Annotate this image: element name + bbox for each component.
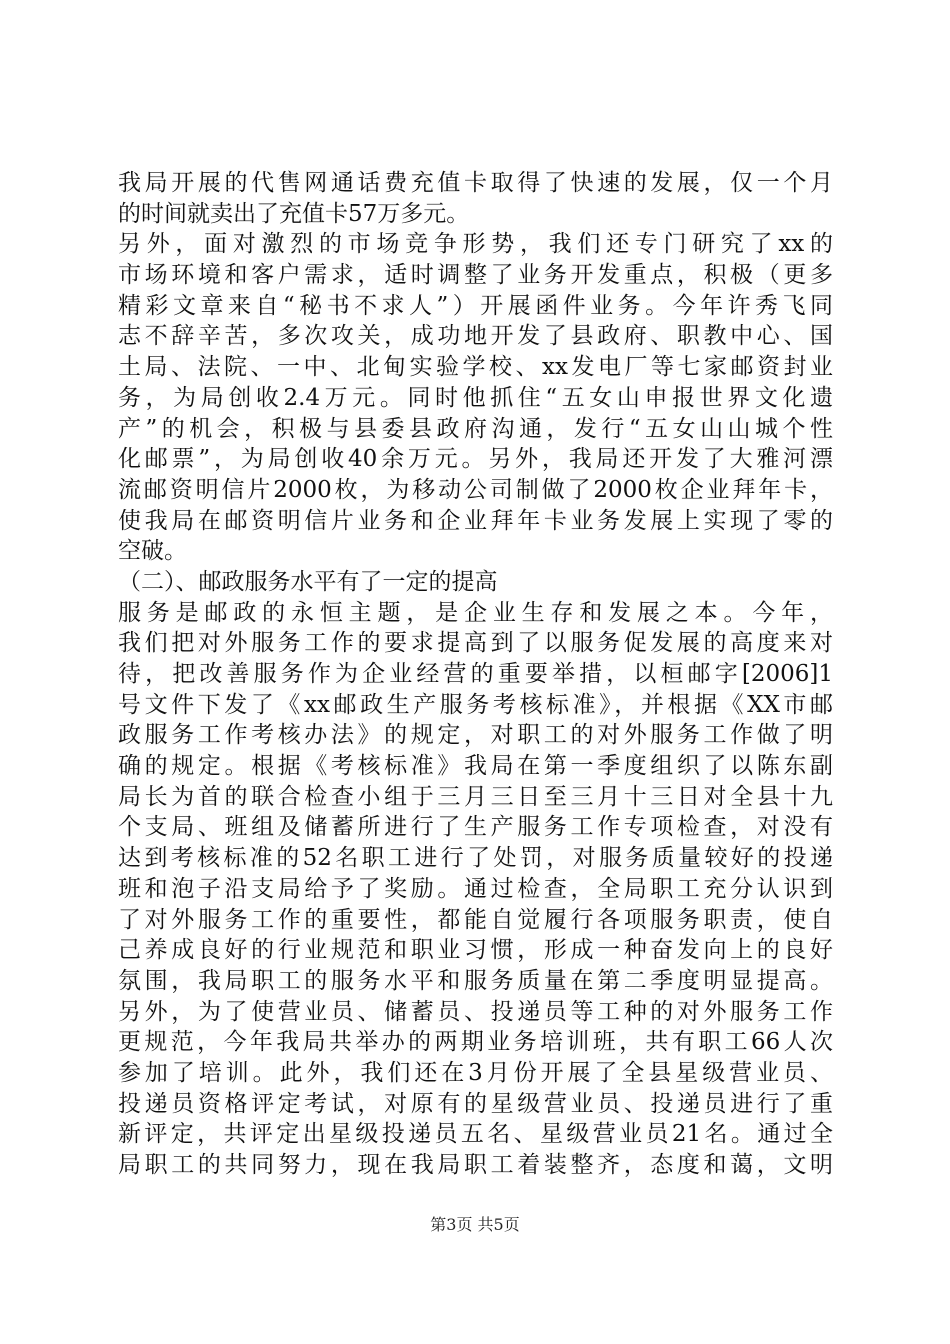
text-line: 另外，面对激烈的市场竞争形势，我们还专门研究了xx的 bbox=[118, 231, 833, 258]
text-line: 了对外服务工作的重要性，都能自觉履行各项服务职责，使自 bbox=[118, 906, 833, 933]
text-line: 产”的机会，积极与县委县政府沟通，发行“五女山山城个性 bbox=[118, 415, 833, 442]
text-line: 局职工的共同努力，现在我局职工着装整齐，态度和蔼，文明 bbox=[118, 1152, 833, 1178]
text-line: 号文件下发了《xx邮政生产服务考核标准》，并根据《XX市邮 bbox=[118, 691, 833, 718]
text-line: 市场环境和客户需求，适时调整了业务开发重点，积极（更多 bbox=[118, 262, 833, 289]
text-line: 政服务工作考核办法》的规定，对职工的对外服务工作做了明 bbox=[118, 722, 833, 749]
text-line: 精彩文章来自“秘书不求人”）开展函件业务。今年许秀飞同 bbox=[118, 292, 833, 319]
text-line: 空破。 bbox=[118, 538, 187, 565]
page-footer: 第3页 共5页 bbox=[430, 1215, 520, 1234]
text-line: （二）、邮政服务水平有了一定的提高 bbox=[118, 568, 498, 595]
text-line: 班和泡子沿支局给予了奖励。通过检查，全局职工充分认识到 bbox=[118, 875, 833, 902]
text-line: 志不辞辛苦，多次攻关，成功地开发了县政府、职教中心、国 bbox=[118, 323, 833, 350]
text-line: 达到考核标准的52名职工进行了处罚，对服务质量较好的投递 bbox=[118, 845, 833, 872]
text-line: 务，为局创收2.4万元。同时他抓住“五女山申报世界文化遗 bbox=[118, 384, 833, 411]
text-line: 我局开展的代售网通话费充值卡取得了快速的发展，仅一个月 bbox=[118, 170, 833, 196]
text-line: 化邮票”，为局创收40余万元。另外，我局还开发了大雅河漂 bbox=[118, 446, 833, 473]
text-line: 使我局在邮资明信片业务和企业拜年卡业务发展上实现了零的 bbox=[118, 507, 833, 534]
text-line: 个支局、班组及储蓄所进行了生产服务工作专项检查，对没有 bbox=[118, 814, 833, 841]
text-line: 己养成良好的行业规范和职业习惯，形成一种奋发向上的良好 bbox=[118, 937, 833, 964]
text-line: 更规范，今年我局共举办的两期业务培训班，共有职工66人次 bbox=[118, 1029, 833, 1056]
text-line: 流邮资明信片2000枚，为移动公司制做了2000枚企业拜年卡， bbox=[118, 476, 833, 503]
text-line: 的时间就卖出了充值卡57万多元。 bbox=[118, 200, 470, 227]
text-line: 参加了培训。此外，我们还在3月份开展了全县星级营业员、 bbox=[118, 1059, 833, 1086]
text-line: 局长为首的联合检查小组于三月三日至三月十三日对全县十九 bbox=[118, 783, 833, 810]
document-body bbox=[118, 168, 833, 1181]
text-line: 服务是邮政的永恒主题，是企业生存和发展之本。今年， bbox=[118, 599, 833, 626]
text-line: 新评定，共评定出星级投递员五名、星级营业员21名。通过全 bbox=[118, 1121, 833, 1148]
text-line: 我们把对外服务工作的要求提高到了以服务促发展的高度来对 bbox=[118, 630, 833, 657]
text-line: 确的规定。根据《考核标准》我局在第一季度组织了以陈东副 bbox=[118, 753, 833, 780]
text-line: 投递员资格评定考试，对原有的星级营业员、投递员进行了重 bbox=[118, 1090, 833, 1117]
text-line: 氛围，我局职工的服务水平和服务质量在第二季度明显提高。 bbox=[118, 967, 833, 994]
text-line: 土局、法院、一中、北甸实验学校、xx发电厂等七家邮资封业 bbox=[118, 354, 833, 381]
text-line: 另外，为了使营业员、储蓄员、投递员等工种的对外服务工作 bbox=[118, 998, 833, 1025]
text-line: 待，把改善服务作为企业经营的重要举措，以桓邮字[2006]1 bbox=[118, 661, 833, 687]
